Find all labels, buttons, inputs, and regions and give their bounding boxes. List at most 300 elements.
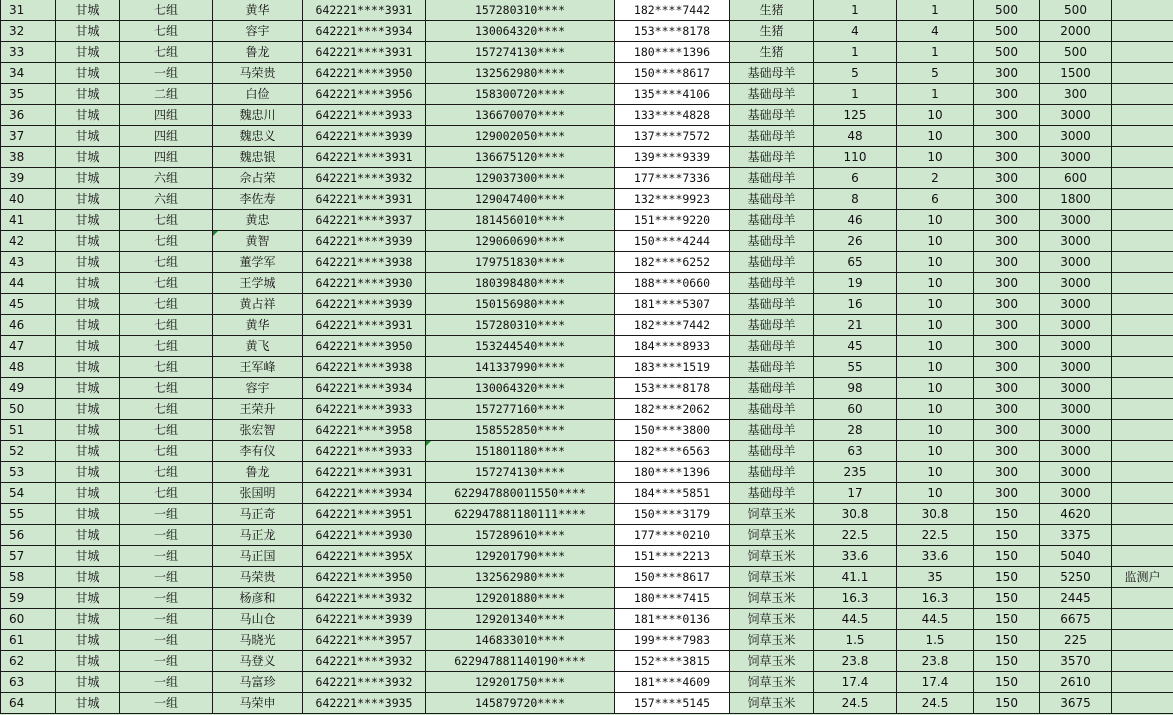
- group-cell[interactable]: 七组: [120, 420, 213, 441]
- bank-account-cell[interactable]: 130064320****: [426, 378, 615, 399]
- standard-cell[interactable]: 300: [974, 420, 1040, 441]
- name-cell[interactable]: 马登义: [213, 651, 303, 672]
- project-cell[interactable]: 基础母羊: [730, 84, 814, 105]
- amount-cell[interactable]: 5250: [1040, 567, 1112, 588]
- row-number-cell[interactable]: 53: [1, 462, 56, 483]
- phone-cell[interactable]: 177****0210: [615, 525, 730, 546]
- township-cell[interactable]: 甘城: [56, 588, 120, 609]
- quantity-cell[interactable]: 33.6: [814, 546, 897, 567]
- id-number-cell[interactable]: 642221****3950: [303, 567, 426, 588]
- row-number-cell[interactable]: 45: [1, 294, 56, 315]
- id-number-cell[interactable]: 642221****3937: [303, 210, 426, 231]
- id-number-cell[interactable]: 642221****3930: [303, 525, 426, 546]
- township-cell[interactable]: 甘城: [56, 399, 120, 420]
- group-cell[interactable]: 七组: [120, 294, 213, 315]
- name-cell[interactable]: 容宇: [213, 378, 303, 399]
- project-cell[interactable]: 基础母羊: [730, 420, 814, 441]
- standard-cell[interactable]: 150: [974, 546, 1040, 567]
- id-number-cell[interactable]: 642221****3932: [303, 168, 426, 189]
- bank-account-cell[interactable]: 622947881140190****: [426, 651, 615, 672]
- phone-cell[interactable]: 182****6252: [615, 252, 730, 273]
- quantity-cell[interactable]: 1: [814, 0, 897, 21]
- subsidy-quantity-cell[interactable]: 10: [897, 441, 974, 462]
- quantity-cell[interactable]: 19: [814, 273, 897, 294]
- township-cell[interactable]: 甘城: [56, 105, 120, 126]
- amount-cell[interactable]: 5040: [1040, 546, 1112, 567]
- quantity-cell[interactable]: 22.5: [814, 525, 897, 546]
- subsidy-quantity-cell[interactable]: 23.8: [897, 651, 974, 672]
- standard-cell[interactable]: 150: [974, 567, 1040, 588]
- township-cell[interactable]: 甘城: [56, 231, 120, 252]
- row-number-cell[interactable]: 51: [1, 420, 56, 441]
- standard-cell[interactable]: 150: [974, 630, 1040, 651]
- subsidy-quantity-cell[interactable]: 10: [897, 420, 974, 441]
- remark-cell[interactable]: [1112, 252, 1173, 273]
- subsidy-quantity-cell[interactable]: 10: [897, 147, 974, 168]
- bank-account-cell[interactable]: 129201750****: [426, 672, 615, 693]
- row-number-cell[interactable]: 61: [1, 630, 56, 651]
- row-number-cell[interactable]: 33: [1, 42, 56, 63]
- standard-cell[interactable]: 300: [974, 252, 1040, 273]
- subsidy-quantity-cell[interactable]: 1: [897, 42, 974, 63]
- quantity-cell[interactable]: 16: [814, 294, 897, 315]
- amount-cell[interactable]: 300: [1040, 84, 1112, 105]
- standard-cell[interactable]: 300: [974, 315, 1040, 336]
- standard-cell[interactable]: 300: [974, 378, 1040, 399]
- row-number-cell[interactable]: 46: [1, 315, 56, 336]
- quantity-cell[interactable]: 30.8: [814, 504, 897, 525]
- township-cell[interactable]: 甘城: [56, 273, 120, 294]
- id-number-cell[interactable]: 642221****3933: [303, 399, 426, 420]
- row-number-cell[interactable]: 34: [1, 63, 56, 84]
- township-cell[interactable]: 甘城: [56, 126, 120, 147]
- quantity-cell[interactable]: 45: [814, 336, 897, 357]
- group-cell[interactable]: 四组: [120, 105, 213, 126]
- group-cell[interactable]: 一组: [120, 525, 213, 546]
- id-number-cell[interactable]: 642221****3950: [303, 63, 426, 84]
- remark-cell[interactable]: [1112, 210, 1173, 231]
- quantity-cell[interactable]: 1: [814, 42, 897, 63]
- standard-cell[interactable]: 300: [974, 357, 1040, 378]
- township-cell[interactable]: 甘城: [56, 168, 120, 189]
- bank-account-cell[interactable]: 136675120****: [426, 147, 615, 168]
- quantity-cell[interactable]: 23.8: [814, 651, 897, 672]
- remark-cell[interactable]: [1112, 588, 1173, 609]
- subsidy-quantity-cell[interactable]: 10: [897, 210, 974, 231]
- subsidy-quantity-cell[interactable]: 1: [897, 84, 974, 105]
- phone-cell[interactable]: 180****1396: [615, 462, 730, 483]
- row-number-cell[interactable]: 49: [1, 378, 56, 399]
- standard-cell[interactable]: 150: [974, 672, 1040, 693]
- project-cell[interactable]: 基础母羊: [730, 462, 814, 483]
- name-cell[interactable]: 马正国: [213, 546, 303, 567]
- standard-cell[interactable]: 300: [974, 231, 1040, 252]
- row-number-cell[interactable]: 32: [1, 21, 56, 42]
- row-number-cell[interactable]: 57: [1, 546, 56, 567]
- name-cell[interactable]: 白俭: [213, 84, 303, 105]
- group-cell[interactable]: 一组: [120, 504, 213, 525]
- name-cell[interactable]: 马正龙: [213, 525, 303, 546]
- row-number-cell[interactable]: 38: [1, 147, 56, 168]
- phone-cell[interactable]: 153****8178: [615, 21, 730, 42]
- id-number-cell[interactable]: 642221****3934: [303, 21, 426, 42]
- row-number-cell[interactable]: 48: [1, 357, 56, 378]
- subsidy-quantity-cell[interactable]: 1.5: [897, 630, 974, 651]
- standard-cell[interactable]: 150: [974, 693, 1040, 714]
- quantity-cell[interactable]: 1: [814, 84, 897, 105]
- phone-cell[interactable]: 182****6563: [615, 441, 730, 462]
- subsidy-quantity-cell[interactable]: 10: [897, 399, 974, 420]
- township-cell[interactable]: 甘城: [56, 42, 120, 63]
- id-number-cell[interactable]: 642221****3939: [303, 231, 426, 252]
- row-number-cell[interactable]: 41: [1, 210, 56, 231]
- row-number-cell[interactable]: 62: [1, 651, 56, 672]
- township-cell[interactable]: 甘城: [56, 630, 120, 651]
- amount-cell[interactable]: 3000: [1040, 252, 1112, 273]
- bank-account-cell[interactable]: 129201880****: [426, 588, 615, 609]
- amount-cell[interactable]: 3000: [1040, 273, 1112, 294]
- id-number-cell[interactable]: 642221****3957: [303, 630, 426, 651]
- amount-cell[interactable]: 3000: [1040, 441, 1112, 462]
- amount-cell[interactable]: 2610: [1040, 672, 1112, 693]
- standard-cell[interactable]: 300: [974, 483, 1040, 504]
- id-number-cell[interactable]: 642221****3951: [303, 504, 426, 525]
- row-number-cell[interactable]: 43: [1, 252, 56, 273]
- remark-cell[interactable]: [1112, 462, 1173, 483]
- group-cell[interactable]: 七组: [120, 483, 213, 504]
- id-number-cell[interactable]: 642221****3934: [303, 483, 426, 504]
- remark-cell[interactable]: [1112, 672, 1173, 693]
- township-cell[interactable]: 甘城: [56, 420, 120, 441]
- subsidy-quantity-cell[interactable]: 30.8: [897, 504, 974, 525]
- group-cell[interactable]: 七组: [120, 357, 213, 378]
- bank-account-cell[interactable]: 130064320****: [426, 21, 615, 42]
- group-cell[interactable]: 七组: [120, 252, 213, 273]
- standard-cell[interactable]: 300: [974, 189, 1040, 210]
- phone-cell[interactable]: 157****5145: [615, 693, 730, 714]
- subsidy-quantity-cell[interactable]: 10: [897, 315, 974, 336]
- quantity-cell[interactable]: 110: [814, 147, 897, 168]
- bank-account-cell[interactable]: 157274130****: [426, 42, 615, 63]
- project-cell[interactable]: 基础母羊: [730, 294, 814, 315]
- quantity-cell[interactable]: 6: [814, 168, 897, 189]
- remark-cell[interactable]: [1112, 357, 1173, 378]
- name-cell[interactable]: 黄飞: [213, 336, 303, 357]
- project-cell[interactable]: 基础母羊: [730, 105, 814, 126]
- subsidy-quantity-cell[interactable]: 10: [897, 252, 974, 273]
- row-number-cell[interactable]: 37: [1, 126, 56, 147]
- quantity-cell[interactable]: 55: [814, 357, 897, 378]
- township-cell[interactable]: 甘城: [56, 294, 120, 315]
- row-number-cell[interactable]: 47: [1, 336, 56, 357]
- remark-cell[interactable]: [1112, 609, 1173, 630]
- name-cell[interactable]: 黄华: [213, 0, 303, 21]
- remark-cell[interactable]: [1112, 546, 1173, 567]
- bank-account-cell[interactable]: 129047400****: [426, 189, 615, 210]
- group-cell[interactable]: 七组: [120, 378, 213, 399]
- project-cell[interactable]: 基础母羊: [730, 189, 814, 210]
- id-number-cell[interactable]: 642221****3934: [303, 378, 426, 399]
- project-cell[interactable]: 基础母羊: [730, 210, 814, 231]
- amount-cell[interactable]: 225: [1040, 630, 1112, 651]
- group-cell[interactable]: 一组: [120, 588, 213, 609]
- row-number-cell[interactable]: 31: [1, 0, 56, 21]
- row-number-cell[interactable]: 54: [1, 483, 56, 504]
- phone-cell[interactable]: 139****9339: [615, 147, 730, 168]
- group-cell[interactable]: 二组: [120, 84, 213, 105]
- phone-cell[interactable]: 182****7442: [615, 0, 730, 21]
- name-cell[interactable]: 王军峰: [213, 357, 303, 378]
- phone-cell[interactable]: 150****3179: [615, 504, 730, 525]
- bank-account-cell[interactable]: 157274130****: [426, 462, 615, 483]
- project-cell[interactable]: 饲草玉米: [730, 651, 814, 672]
- remark-cell[interactable]: [1112, 693, 1173, 714]
- township-cell[interactable]: 甘城: [56, 546, 120, 567]
- standard-cell[interactable]: 300: [974, 462, 1040, 483]
- quantity-cell[interactable]: 125: [814, 105, 897, 126]
- phone-cell[interactable]: 182****2062: [615, 399, 730, 420]
- township-cell[interactable]: 甘城: [56, 693, 120, 714]
- quantity-cell[interactable]: 1.5: [814, 630, 897, 651]
- id-number-cell[interactable]: 642221****3932: [303, 588, 426, 609]
- bank-account-cell[interactable]: 145879720****: [426, 693, 615, 714]
- amount-cell[interactable]: 3000: [1040, 210, 1112, 231]
- amount-cell[interactable]: 3000: [1040, 378, 1112, 399]
- bank-account-cell[interactable]: 129060690****: [426, 231, 615, 252]
- subsidy-quantity-cell[interactable]: 16.3: [897, 588, 974, 609]
- row-number-cell[interactable]: 63: [1, 672, 56, 693]
- name-cell[interactable]: 王荣升: [213, 399, 303, 420]
- township-cell[interactable]: 甘城: [56, 315, 120, 336]
- amount-cell[interactable]: 3000: [1040, 357, 1112, 378]
- subsidy-quantity-cell[interactable]: 10: [897, 462, 974, 483]
- row-number-cell[interactable]: 55: [1, 504, 56, 525]
- name-cell[interactable]: 佘占荣: [213, 168, 303, 189]
- phone-cell[interactable]: 183****1519: [615, 357, 730, 378]
- bank-account-cell[interactable]: 179751830****: [426, 252, 615, 273]
- row-number-cell[interactable]: 39: [1, 168, 56, 189]
- id-number-cell[interactable]: 642221****3931: [303, 0, 426, 21]
- bank-account-cell[interactable]: 157280310****: [426, 315, 615, 336]
- remark-cell[interactable]: [1112, 273, 1173, 294]
- name-cell[interactable]: 马正奇: [213, 504, 303, 525]
- group-cell[interactable]: 七组: [120, 42, 213, 63]
- project-cell[interactable]: 饲草玉米: [730, 567, 814, 588]
- standard-cell[interactable]: 300: [974, 168, 1040, 189]
- phone-cell[interactable]: 177****7336: [615, 168, 730, 189]
- project-cell[interactable]: 基础母羊: [730, 357, 814, 378]
- amount-cell[interactable]: 6675: [1040, 609, 1112, 630]
- bank-account-cell[interactable]: 136670070****: [426, 105, 615, 126]
- subsidy-quantity-cell[interactable]: 10: [897, 357, 974, 378]
- township-cell[interactable]: 甘城: [56, 147, 120, 168]
- quantity-cell[interactable]: 24.5: [814, 693, 897, 714]
- standard-cell[interactable]: 150: [974, 504, 1040, 525]
- quantity-cell[interactable]: 44.5: [814, 609, 897, 630]
- row-number-cell[interactable]: 35: [1, 84, 56, 105]
- amount-cell[interactable]: 3000: [1040, 147, 1112, 168]
- name-cell[interactable]: 李有仪: [213, 441, 303, 462]
- quantity-cell[interactable]: 41.1: [814, 567, 897, 588]
- remark-cell[interactable]: [1112, 315, 1173, 336]
- row-number-cell[interactable]: 40: [1, 189, 56, 210]
- township-cell[interactable]: 甘城: [56, 210, 120, 231]
- group-cell[interactable]: 一组: [120, 630, 213, 651]
- amount-cell[interactable]: 3000: [1040, 294, 1112, 315]
- row-number-cell[interactable]: 60: [1, 609, 56, 630]
- project-cell[interactable]: 基础母羊: [730, 126, 814, 147]
- row-number-cell[interactable]: 50: [1, 399, 56, 420]
- project-cell[interactable]: 饲草玉米: [730, 546, 814, 567]
- project-cell[interactable]: 饲草玉米: [730, 525, 814, 546]
- name-cell[interactable]: 鲁龙: [213, 462, 303, 483]
- phone-cell[interactable]: 132****9923: [615, 189, 730, 210]
- township-cell[interactable]: 甘城: [56, 378, 120, 399]
- id-number-cell[interactable]: 642221****3932: [303, 672, 426, 693]
- township-cell[interactable]: 甘城: [56, 63, 120, 84]
- id-number-cell[interactable]: 642221****3939: [303, 126, 426, 147]
- amount-cell[interactable]: 3570: [1040, 651, 1112, 672]
- group-cell[interactable]: 一组: [120, 693, 213, 714]
- id-number-cell[interactable]: 642221****3958: [303, 420, 426, 441]
- standard-cell[interactable]: 300: [974, 63, 1040, 84]
- standard-cell[interactable]: 300: [974, 336, 1040, 357]
- id-number-cell[interactable]: 642221****3938: [303, 357, 426, 378]
- standard-cell[interactable]: 150: [974, 525, 1040, 546]
- quantity-cell[interactable]: 17.4: [814, 672, 897, 693]
- phone-cell[interactable]: 184****8933: [615, 336, 730, 357]
- bank-account-cell[interactable]: 157280310****: [426, 0, 615, 21]
- subsidy-quantity-cell[interactable]: 24.5: [897, 693, 974, 714]
- subsidy-quantity-cell[interactable]: 17.4: [897, 672, 974, 693]
- amount-cell[interactable]: 3000: [1040, 231, 1112, 252]
- amount-cell[interactable]: 2445: [1040, 588, 1112, 609]
- standard-cell[interactable]: 150: [974, 651, 1040, 672]
- subsidy-quantity-cell[interactable]: 5: [897, 63, 974, 84]
- township-cell[interactable]: 甘城: [56, 504, 120, 525]
- subsidy-quantity-cell[interactable]: 10: [897, 231, 974, 252]
- group-cell[interactable]: 七组: [120, 231, 213, 252]
- id-number-cell[interactable]: 642221****3935: [303, 693, 426, 714]
- subsidy-quantity-cell[interactable]: 1: [897, 0, 974, 21]
- quantity-cell[interactable]: 16.3: [814, 588, 897, 609]
- bank-account-cell[interactable]: 129201790****: [426, 546, 615, 567]
- phone-cell[interactable]: 199****7983: [615, 630, 730, 651]
- quantity-cell[interactable]: 8: [814, 189, 897, 210]
- project-cell[interactable]: 基础母羊: [730, 273, 814, 294]
- name-cell[interactable]: 王学城: [213, 273, 303, 294]
- bank-account-cell[interactable]: 622947881180111****: [426, 504, 615, 525]
- group-cell[interactable]: 七组: [120, 315, 213, 336]
- group-cell[interactable]: 六组: [120, 189, 213, 210]
- bank-account-cell[interactable]: 129201340****: [426, 609, 615, 630]
- name-cell[interactable]: 董学军: [213, 252, 303, 273]
- name-cell[interactable]: 魏忠川: [213, 105, 303, 126]
- remark-cell[interactable]: [1112, 294, 1173, 315]
- bank-account-cell[interactable]: 157277160****: [426, 399, 615, 420]
- id-number-cell[interactable]: 642221****3932: [303, 651, 426, 672]
- id-number-cell[interactable]: 642221****3931: [303, 462, 426, 483]
- subsidy-quantity-cell[interactable]: 4: [897, 21, 974, 42]
- phone-cell[interactable]: 180****7415: [615, 588, 730, 609]
- project-cell[interactable]: 生猪: [730, 42, 814, 63]
- project-cell[interactable]: 饲草玉米: [730, 609, 814, 630]
- remark-cell[interactable]: 监测户: [1112, 567, 1173, 588]
- bank-account-cell[interactable]: 158300720****: [426, 84, 615, 105]
- quantity-cell[interactable]: 4: [814, 21, 897, 42]
- remark-cell[interactable]: [1112, 105, 1173, 126]
- phone-cell[interactable]: 184****5851: [615, 483, 730, 504]
- project-cell[interactable]: 基础母羊: [730, 483, 814, 504]
- phone-cell[interactable]: 150****8617: [615, 567, 730, 588]
- quantity-cell[interactable]: 63: [814, 441, 897, 462]
- subsidy-quantity-cell[interactable]: 2: [897, 168, 974, 189]
- name-cell[interactable]: 马晓光: [213, 630, 303, 651]
- amount-cell[interactable]: 3375: [1040, 525, 1112, 546]
- standard-cell[interactable]: 150: [974, 609, 1040, 630]
- group-cell[interactable]: 一组: [120, 63, 213, 84]
- standard-cell[interactable]: 500: [974, 21, 1040, 42]
- quantity-cell[interactable]: 5: [814, 63, 897, 84]
- standard-cell[interactable]: 150: [974, 588, 1040, 609]
- phone-cell[interactable]: 181****4609: [615, 672, 730, 693]
- amount-cell[interactable]: 3000: [1040, 462, 1112, 483]
- row-number-cell[interactable]: 42: [1, 231, 56, 252]
- township-cell[interactable]: 甘城: [56, 567, 120, 588]
- phone-cell[interactable]: 151****2213: [615, 546, 730, 567]
- subsidy-quantity-cell[interactable]: 10: [897, 105, 974, 126]
- phone-cell[interactable]: 182****7442: [615, 315, 730, 336]
- bank-account-cell[interactable]: 181456010****: [426, 210, 615, 231]
- project-cell[interactable]: 基础母羊: [730, 147, 814, 168]
- project-cell[interactable]: 饲草玉米: [730, 630, 814, 651]
- township-cell[interactable]: 甘城: [56, 651, 120, 672]
- id-number-cell[interactable]: 642221****395X: [303, 546, 426, 567]
- amount-cell[interactable]: 1500: [1040, 63, 1112, 84]
- project-cell[interactable]: 饲草玉米: [730, 693, 814, 714]
- standard-cell[interactable]: 300: [974, 294, 1040, 315]
- project-cell[interactable]: 基础母羊: [730, 441, 814, 462]
- bank-account-cell[interactable]: 158552850****: [426, 420, 615, 441]
- row-number-cell[interactable]: 59: [1, 588, 56, 609]
- phone-cell[interactable]: 180****1396: [615, 42, 730, 63]
- project-cell[interactable]: 基础母羊: [730, 315, 814, 336]
- subsidy-quantity-cell[interactable]: 44.5: [897, 609, 974, 630]
- remark-cell[interactable]: [1112, 42, 1173, 63]
- bank-account-cell[interactable]: 132562980****: [426, 63, 615, 84]
- phone-cell[interactable]: 133****4828: [615, 105, 730, 126]
- project-cell[interactable]: 饲草玉米: [730, 672, 814, 693]
- id-number-cell[interactable]: 642221****3939: [303, 609, 426, 630]
- row-number-cell[interactable]: 64: [1, 693, 56, 714]
- quantity-cell[interactable]: 48: [814, 126, 897, 147]
- group-cell[interactable]: 四组: [120, 126, 213, 147]
- subsidy-quantity-cell[interactable]: 22.5: [897, 525, 974, 546]
- remark-cell[interactable]: [1112, 63, 1173, 84]
- remark-cell[interactable]: [1112, 378, 1173, 399]
- quantity-cell[interactable]: 65: [814, 252, 897, 273]
- standard-cell[interactable]: 300: [974, 147, 1040, 168]
- name-cell[interactable]: 黄华: [213, 315, 303, 336]
- id-number-cell[interactable]: 642221****3930: [303, 273, 426, 294]
- name-cell[interactable]: 黄忠: [213, 210, 303, 231]
- remark-cell[interactable]: [1112, 630, 1173, 651]
- project-cell[interactable]: 基础母羊: [730, 231, 814, 252]
- bank-account-cell[interactable]: 157289610****: [426, 525, 615, 546]
- name-cell[interactable]: 黄智: [213, 231, 303, 252]
- project-cell[interactable]: 饲草玉米: [730, 588, 814, 609]
- amount-cell[interactable]: 3000: [1040, 483, 1112, 504]
